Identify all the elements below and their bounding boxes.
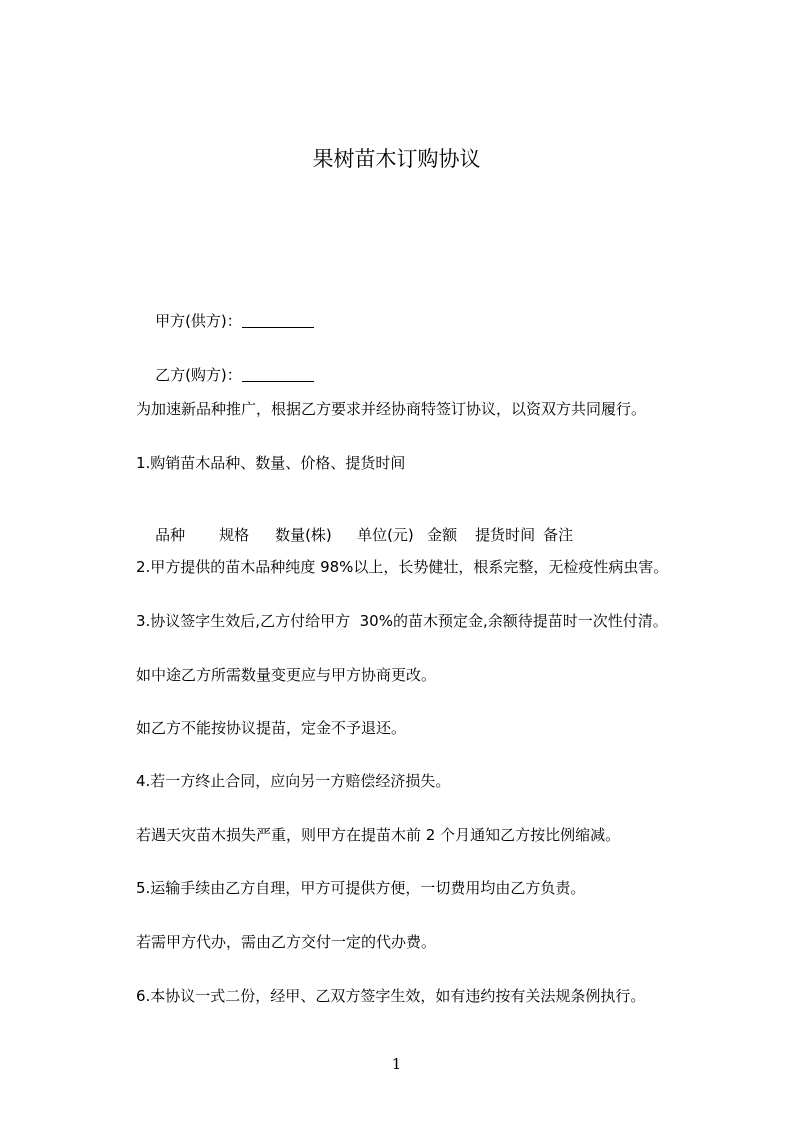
- intro-paragraph: 为加速新品种推广，根据乙方要求并经协商特签订协议，以资双方共同履行。: [136, 400, 647, 418]
- party-a-blank: [242, 313, 314, 328]
- col-header: 金额: [427, 526, 458, 544]
- party-a-line: [136, 291, 314, 351]
- col-header: 数量(株): [275, 526, 332, 544]
- section-1-heading: 1.购销苗木品种、数量、价格、提货时间: [136, 454, 406, 472]
- section-5-note: 若需甲方代办，需由乙方交付一定的代办费。: [136, 933, 437, 951]
- party-b-line: [136, 345, 314, 405]
- col-header: 品种: [155, 526, 186, 544]
- section-6: 6.本协议一式二份，经甲、乙双方签字生效，如有违约按有关法规条例执行。: [136, 987, 646, 1005]
- table-header-row: [136, 505, 573, 565]
- section-3-note-2: 如乙方不能按协议提苗，定金不予退还。: [136, 719, 407, 737]
- col-header: 提货时间: [475, 526, 536, 544]
- section-4: 4.若一方终止合同，应向另一方赔偿经济损失。: [136, 772, 451, 790]
- party-b-blank: [242, 367, 314, 382]
- section-3: 3.协议签字生效后,乙方付给甲方 30%的苗木预定金,余额待提苗时一次性付清。: [136, 612, 668, 630]
- document-title: 果树苗木订购协议: [312, 147, 481, 171]
- section-2: 2.甲方提供的苗木品种纯度 98%以上，长势健壮，根系完整，无检疫性病虫害。: [136, 558, 669, 576]
- party-b-label: 乙方(购方)：: [155, 366, 242, 384]
- section-3-note-1: 如中途乙方所需数量变更应与甲方协商更改。: [136, 666, 437, 684]
- col-header: 备注: [543, 526, 574, 544]
- section-5: 5.运输手续由乙方自理，甲方可提供方便，一切费用均由乙方负责。: [136, 879, 586, 897]
- col-header: 单位(元): [357, 526, 414, 544]
- party-a-label: 甲方(供方)：: [155, 312, 242, 330]
- col-header: 规格: [219, 526, 250, 544]
- page-number: 1: [391, 1055, 402, 1073]
- section-4-note: 若遇天灾苗木损失严重，则甲方在提苗木前 2 个月通知乙方按比例缩减。: [136, 826, 621, 844]
